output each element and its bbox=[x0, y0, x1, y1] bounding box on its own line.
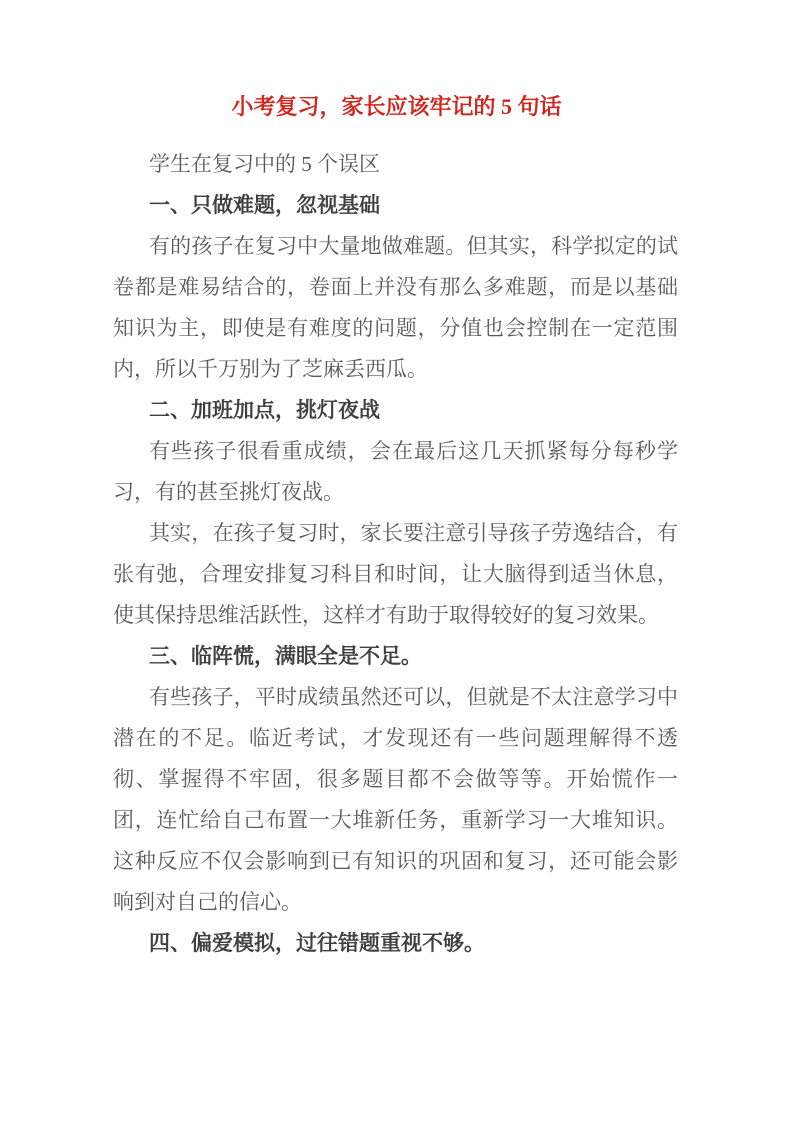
section-3-heading: 三、临阵慌，满眼全是不足。 bbox=[149, 645, 422, 668]
section-2-paragraph-1: 有些孩子很看重成绩，会在最后这几天抓紧每分每秒学习，有的甚至挑灯夜战。 bbox=[113, 439, 678, 504]
section-1-paragraph-1: 有的孩子在复习中大量地做难题。但其实，科学拟定的试卷都是难易结合的，卷面上并没有那么多难题，而是以基础知识为主，即使是有难度的问题，分值也会控制在一定范围内，所以千万别为了芝麻丢西瓜。 bbox=[113, 234, 678, 381]
section-1-heading: 一、只做难题，忽视基础 bbox=[149, 194, 380, 217]
section-3-paragraph-1: 有些孩子，平时成绩虽然还可以，但就是不太注意学习中潜在的不足。临近考试，才发现还有一些问题理解得不透彻、掌握得不牢固，很多题目都不会做等等。开始慌作一团，连忙给自己布置一大堆新任务，重新学习一大堆知识。这种反应不仅会影响到已有知识的巩固和复习，还可能会影响到对自己的信心。 bbox=[113, 685, 678, 914]
section-4-heading: 四、偏爱模拟，过往错题重视不够。 bbox=[149, 932, 485, 955]
section-2-paragraph-2: 其实，在孩子复习时，家长要注意引导孩子劳逸结合，有张有弛，合理安排复习科目和时间，让大脑得到适当休息，使其保持思维活跃性，这样才有助于取得较好的复习效果。 bbox=[113, 521, 678, 627]
document-body bbox=[113, 144, 678, 964]
document-title: 小考复习，家长应该牢记的 5 句话 bbox=[231, 94, 562, 119]
intro-line: 学生在复习中的 5 个误区 bbox=[149, 152, 380, 176]
section-2-heading: 二、加班加点，挑灯夜战 bbox=[149, 399, 380, 422]
